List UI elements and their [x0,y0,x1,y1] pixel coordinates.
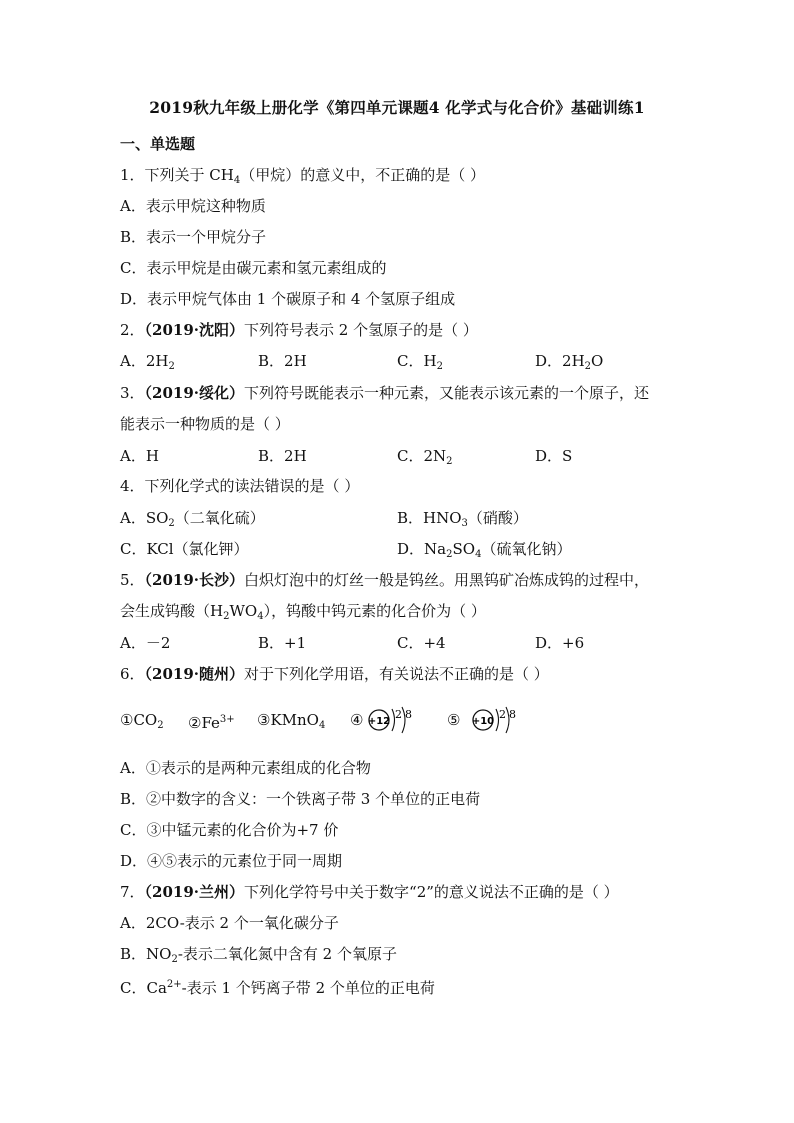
q4-d-mid: SO [452,540,476,558]
shell-electrons: 8 [509,708,516,721]
q6-s3-sub: 4 [318,720,326,731]
q7-number: 7． [120,883,145,901]
q3-number: 3． [120,384,145,402]
q2-number: 2． [120,321,145,339]
q4-b-post: （硝酸） [467,509,528,527]
q6-option-b: B．②中数字的含义：一个铁离子带 3 个单位的正电荷 [120,790,481,808]
q6-symbol-4-label: ④ [350,711,364,729]
q2-option-c [397,350,443,378]
q7-c-post: -表示 1 个钙离子带 2 个单位的正电荷 [181,979,435,997]
question-3-stem-cont: 能表示一种物质的是（ ） [120,415,290,433]
q3-option-a: A．H [120,447,159,465]
q2-option-d [535,350,603,378]
q1-stem-part: （甲烷）的意义中，不正确的是（ ） [240,166,486,184]
atom-structure-diagram-4 [366,704,418,738]
q6-symbol-5-label: ⑤ [447,711,461,729]
q5-option-a: A．－2 [120,634,171,652]
q4-option-c: C．KCl（氯化钾） [120,540,249,558]
q2-stem-text: 下列符号表示 2 个氢原子的是（ ） [244,321,478,339]
q6-s2-sup: 3+ [219,714,235,725]
q2-c-text: C．H [397,352,437,370]
shell-electrons: 8 [405,708,412,721]
q7-source: （2019·兰州） [144,883,245,901]
q6-s3-text: ③KMnO [257,711,319,729]
section-heading: 一、单选题 [120,135,196,153]
q5-sub: 4 [257,611,264,622]
q2-source: （2019·沈阳） [144,321,245,339]
q2-d-sub: 2 [584,361,592,372]
q1-option-c: C．表示甲烷是由碳元素和氢元素组成的 [120,259,387,277]
q2-a-sub: 2 [168,361,175,372]
q7-b-text: B．NO [120,945,172,963]
shell-electrons: 2 [395,708,402,721]
q7-option-b [120,943,397,971]
q4-b-sub: 3 [461,518,468,529]
q6-s1-text: ①CO [120,711,158,729]
shell-electrons: 2 [499,708,506,721]
q4-d-sub: 2 [446,549,453,560]
q7-c-text: C．Ca [120,979,167,997]
q5-option-b: B．+1 [258,634,307,652]
q3-stem-text: 下列符号既能表示一种元素，又能表示该元素的一个原子，还 [244,384,650,402]
question-5-stem [120,569,649,591]
q2-option-b: B．2H [258,352,307,370]
q3-c-sub: 2 [446,456,453,467]
q3-option-c [397,445,453,473]
page-title: 2019秋九年级上册化学《第四单元课题4 化学式与化合价》基础训练1 [149,98,645,117]
q4-option-a [120,507,265,535]
q7-c-sup: 2+ [166,979,182,990]
question-4-stem: 4．下列化学式的读法错误的是（ ） [120,477,360,495]
q4-a-text: A．SO [120,509,169,527]
q4-d-text: D．Na [397,540,447,558]
q4-d-sub: 4 [475,549,482,560]
q2-a-text: A．2H [120,352,169,370]
q1-option-b: B．表示一个甲烷分子 [120,228,267,246]
q2-option-a [120,350,175,378]
question-3-stem [120,382,649,404]
nucleus-charge: +12 [367,716,391,727]
question-5-stem-cont [120,600,486,628]
q6-s2-text: ②Fe [188,714,220,732]
q1-option-a: A．表示甲烷这种物质 [120,197,266,215]
q6-option-d: D．④⑤表示的元素位于同一周期 [120,852,343,870]
question-7-stem [120,881,619,903]
q6-option-a: A．①表示的是两种元素组成的化合物 [120,759,371,777]
q6-number: 6． [120,665,145,683]
q6-stem-text: 对于下列化学用语，有关说法不正确的是（ ） [244,665,549,683]
q1-stem-part: 1．下列关于 CH [120,166,234,184]
q7-option-a: A．2CO-表示 2 个一氧化碳分子 [120,914,339,932]
q5-option-c: C．+4 [397,634,446,652]
q5-option-d: D．+6 [535,634,585,652]
q5-sub: 2 [223,611,230,622]
q5-number: 5． [120,571,145,589]
nucleus-charge: +10 [471,716,495,727]
q2-c-sub: 2 [436,361,443,372]
q5-stem2-part: WO [229,602,258,620]
q6-option-c: C．③中锰元素的化合价为+7 价 [120,821,339,839]
q2-d-text: D．2H [535,352,585,370]
atom-structure-diagram-5 [470,704,522,738]
question-2-stem [120,319,478,341]
q6-s1-sub: 2 [157,720,164,731]
q7-option-c [120,974,435,999]
q4-b-text: B．HNO [397,509,462,527]
q4-d-post: （硫氧化钠） [481,540,572,558]
q7-stem-text: 下列化学符号中关于数字“2”的意义说法不正确的是（ ） [244,883,619,901]
q5-stem2-part: 会生成钨酸（H [120,602,224,620]
q1-option-d: D．表示甲烷气体由 1 个碳原子和 4 个氢原子组成 [120,290,456,308]
q2-d-post: O [591,352,604,370]
q6-symbol-2 [188,709,235,734]
question-6-stem [120,663,549,685]
q7-b-post: -表示二氧化氮中含有 2 个氧原子 [177,945,397,963]
q3-option-b: B．2H [258,447,307,465]
q3-source: （2019·绥化） [144,384,245,402]
q3-option-d: D．S [535,447,573,465]
q5-stem2-part: ），钨酸中钨元素的化合价为（ ） [263,602,486,620]
question-1-stem [120,164,485,192]
q3-c-text: C．2N [397,447,447,465]
q6-source: （2019·随州） [144,665,245,683]
q4-option-d [397,538,571,566]
q4-option-b [397,507,528,535]
q4-a-sub: 2 [168,518,175,529]
q6-symbol-1 [120,709,164,737]
q6-symbol-3 [257,709,325,737]
q7-b-sub: 2 [171,954,178,965]
q4-a-post: （二氧化硫） [174,509,265,527]
q5-source: （2019·长沙） [144,571,245,589]
q5-stem-text: 白炽灯泡中的灯丝一般是钨丝。用黑钨矿冶炼成钨的过程中， [244,571,650,589]
q1-subscript: 4 [233,175,241,186]
